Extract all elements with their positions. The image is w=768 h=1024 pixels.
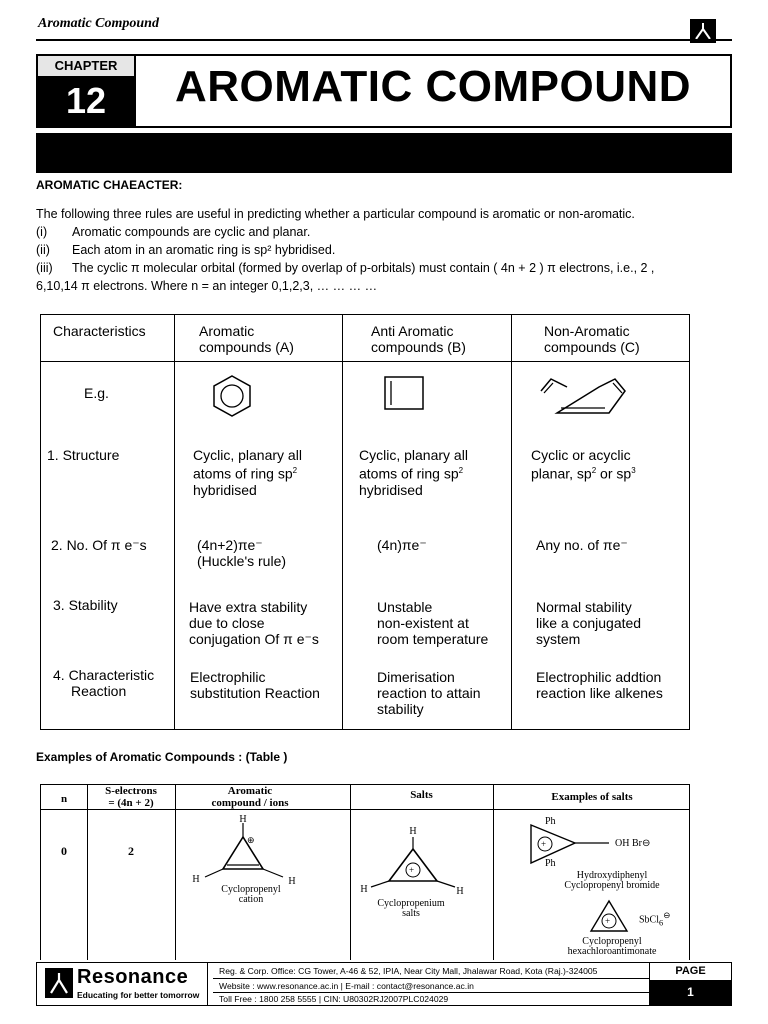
cell-line: hexachloroantimonate [567, 946, 657, 957]
cell-line: (Huckle's rule) [197, 553, 287, 569]
cell-line: room temperature [377, 631, 489, 647]
example-salt-name [527, 937, 697, 957]
cell-line [531, 463, 636, 482]
col-header-n: n [60, 793, 68, 805]
anti-aromatic-reaction-cell [377, 669, 481, 717]
cell-line: hybridised [359, 481, 423, 498]
rule-number: (iii) [36, 261, 53, 275]
anti-aromatic-pi-cell: (4n)πe⁻ [377, 537, 427, 553]
row-label-stability: 3. Stability [53, 597, 118, 613]
eg-label: E.g. [84, 385, 109, 401]
cell-line: Electrophilic [190, 669, 266, 685]
examples-table [40, 784, 690, 960]
cell-line: Cyclopropenyl [221, 884, 281, 895]
cell-line: = (4n + 2) [108, 797, 154, 809]
cell-line: Dimerisation [377, 669, 455, 685]
aromatic-pi-cell [197, 537, 286, 569]
cell-text: planar, sp [531, 465, 592, 482]
superscript: 2 [292, 466, 298, 475]
atom-label: H [288, 876, 296, 887]
col-header-non-aromatic [544, 323, 640, 355]
cell-line: Cyclopropenyl bromide [564, 880, 660, 891]
superscript: 3 [631, 466, 636, 475]
cell-line [193, 463, 302, 482]
chapter-label: CHAPTER [38, 56, 134, 76]
rule-text: Each atom in an aromatic ring is sp² hybridised. [72, 243, 336, 257]
cell-line: conjugation Of π e⁻s [189, 631, 319, 647]
office-address: Reg. & Corp. Office: CG Tower, A-46 & 52, IPIA, Near City Mall, Jhalawar Road, Kota (Raj.)-324005 [219, 966, 598, 976]
cell-line: non-existent at [377, 615, 469, 631]
row-label-reaction [53, 667, 154, 699]
compound-name [191, 885, 311, 905]
n-value: 0 [61, 844, 67, 858]
cell-line: Cyclopropenyl [582, 936, 642, 947]
aromatic-reaction-cell [190, 669, 320, 701]
cell-line: reaction like alkenes [536, 685, 663, 701]
anti-aromatic-stability-cell [377, 599, 488, 647]
non-aromatic-structure-cell [531, 447, 636, 482]
svg-text:+: + [605, 916, 611, 926]
atom-label: H [239, 814, 247, 825]
cell-line: Cyclopropenium [377, 898, 445, 909]
cell-line: Hydroxydiphenyl [576, 870, 648, 881]
atom-label: H [360, 884, 368, 895]
cell-line: Have extra stability [189, 599, 308, 615]
cell-line: Normal stability [536, 599, 632, 615]
header-rule [36, 39, 732, 41]
cell-line: Cyclic or acyclic [531, 447, 631, 463]
col-header-characteristics: Characteristics [53, 323, 146, 339]
col-header-salts: Salts [410, 789, 433, 801]
cell-line: 4. Characteristic [53, 667, 155, 683]
col-header-s-electrons [87, 785, 175, 809]
rule-continuation: 6,10,14 π electrons. Where n = an integer 0,1,2,3, … … … … [36, 279, 378, 293]
rule-number: (ii) [36, 243, 50, 257]
col-header-aromatic-ions [175, 785, 325, 809]
cell-line: cation [238, 894, 264, 905]
example-salt-name [537, 871, 687, 891]
cell-line: Unstable [377, 599, 433, 615]
title-bar [36, 133, 732, 173]
page-footer [36, 962, 732, 1006]
cell-line: due to close [189, 615, 265, 631]
brand-tagline: Educating for better tomorrow [77, 990, 200, 1000]
website-email: Website : www.resonance.ac.in | E-mail : contact@resonance.ac.in [219, 981, 474, 991]
rule-text: Aromatic compounds are cyclic and planar. [72, 225, 311, 239]
col-header-aromatic [199, 323, 294, 355]
cyclooctatetraene-structure [537, 375, 629, 417]
non-aromatic-pi-cell: Any no. of πe⁻ [536, 537, 628, 553]
cell-text: atoms of ring sp [193, 465, 293, 482]
page-label: PAGE [675, 965, 706, 977]
cell-line: Aromatic [227, 785, 273, 797]
non-aromatic-stability-cell [536, 599, 641, 647]
cyclopropenyl-ring-structure [587, 899, 631, 935]
cell-line: Reaction [71, 683, 127, 699]
page-number: 1 [650, 980, 731, 1005]
row-label-pi-electrons: 2. No. Of π e⁻s [51, 537, 147, 553]
salt-name [351, 899, 471, 919]
cell-line: S-electrons [105, 785, 157, 797]
counter-ion: OH Br⊖ [615, 838, 651, 849]
cyclobutadiene-structure [383, 375, 427, 413]
chapter-number: 12 [38, 76, 134, 126]
rule-number: (i) [36, 225, 48, 239]
aromatic-structure-cell [193, 447, 302, 498]
benzene-structure [209, 373, 255, 419]
atom-label: H [409, 826, 417, 837]
s-electrons-value: 2 [128, 844, 134, 858]
col-header-text: Aromatic compounds (A) [199, 323, 294, 355]
toll-free: Toll Free : 1800 258 5555 | CIN: U80302RJ2007PLC024029 [219, 994, 449, 1004]
cell-line: like a conjugated [536, 615, 642, 631]
cell-line: salts [402, 908, 420, 919]
rule-text: The cyclic π molecular orbital (formed by overlap of p-orbitals) must contain ( 4n + 2 ) π electrons, i.e., 2 , [72, 261, 655, 275]
cell-line: compound / ions [211, 797, 289, 809]
cell-line: (4n+2)πe⁻ [197, 537, 263, 553]
brand-name: Resonance [77, 966, 189, 988]
atom-label: H [192, 874, 200, 885]
col-header-text: Non-Aromatic compounds (C) [544, 323, 640, 355]
intro-paragraph: The following three rules are useful in predicting whether a particular compound is aromatic or non-aromatic. [36, 207, 635, 221]
footer-brand [37, 963, 208, 1005]
cell-text: atoms of ring sp [359, 465, 459, 482]
cell-line [359, 463, 468, 482]
cell-line: hybridised [193, 481, 257, 498]
col-header-text: Anti Aromatic compounds (B) [371, 323, 466, 355]
cell-line: system [536, 631, 581, 647]
section-heading: AROMATIC CHAEACTER: [36, 178, 183, 192]
superscript: 2 [591, 466, 597, 475]
cell-text: OH Br [615, 838, 642, 849]
anti-aromatic-structure-cell [359, 447, 468, 498]
col-header-anti-aromatic [371, 323, 466, 355]
non-aromatic-reaction-cell [536, 669, 663, 701]
cell-line: substitution Reaction [190, 685, 320, 701]
atom-label: Ph [545, 858, 556, 869]
cell-line: Cyclic, planary all [193, 447, 302, 463]
chapter-title: AROMATIC COMPOUND [174, 62, 692, 111]
atom-label: Ph [545, 816, 556, 827]
superscript: 2 [458, 466, 464, 475]
cell-line: reaction to attain [377, 685, 481, 701]
aromatic-stability-cell [189, 599, 319, 647]
svg-text:+: + [541, 839, 547, 849]
atom-label: H [456, 886, 464, 897]
col-header-examples-salts: Examples of salts [551, 791, 633, 803]
counter-ion: SbCl$_6$⊖ [639, 911, 671, 928]
characteristics-table [40, 314, 690, 730]
running-header: Aromatic Compound [38, 16, 159, 31]
cell-line: Electrophilic addtion [536, 669, 662, 685]
cell-text: or sp [596, 465, 632, 482]
cell-line: stability [377, 701, 424, 717]
row-label-structure: 1. Structure [47, 447, 120, 463]
cell-text: SbCl [639, 914, 660, 926]
svg-text:⊕: ⊕ [247, 835, 255, 845]
examples-heading: Examples of Aromatic Compounds : (Table ) [36, 750, 288, 764]
cell-line: Cyclic, planary all [359, 447, 468, 463]
svg-text:+: + [409, 865, 415, 875]
resonance-logo-icon [45, 968, 73, 998]
